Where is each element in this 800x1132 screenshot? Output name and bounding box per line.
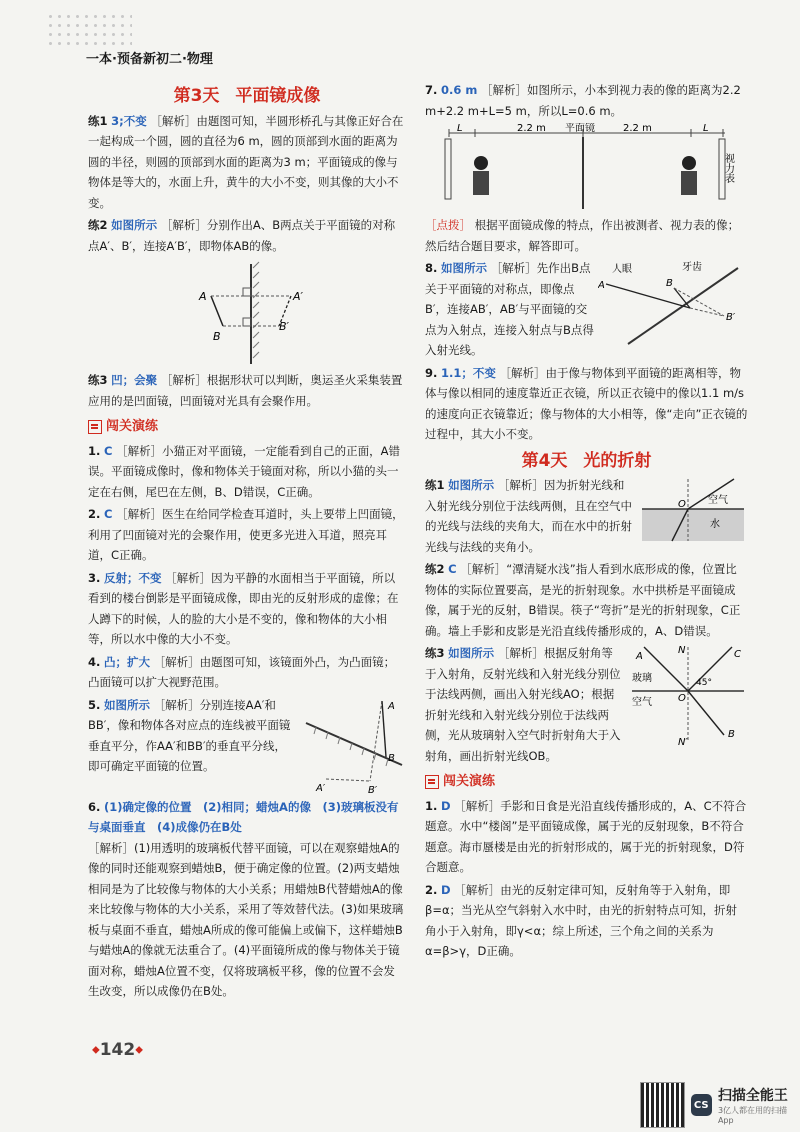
ex1-answer: 3;不变 — [111, 113, 147, 128]
q2-answer: C — [104, 507, 113, 521]
page-number: ◆142◆ — [92, 1040, 143, 1060]
ex2-label-B: B — [213, 330, 221, 343]
p1-number: 1. — [425, 798, 438, 813]
q7-label-d1: 2.2 m — [516, 123, 546, 134]
ex2-label: 练2 — [88, 218, 108, 232]
q7-label-mirror: 平面镜 — [564, 123, 595, 134]
q8-label-B: B — [666, 278, 673, 289]
q7-label-L2: L — [702, 123, 709, 134]
d4ex3-label-N2: N′ — [678, 737, 688, 747]
d4ex2-label: 练2 — [425, 562, 445, 576]
book-icon — [88, 420, 102, 434]
d4ex2-answer: C — [448, 562, 457, 576]
d4ex2-explanation: ［解析］“潭清疑水浅”指人看到水底形成的像，位置比物体的实际位置要高，是光的折射现象。水中拱桥是平面镜成像，属于光的反射，B错误。筷子“弯折”是光的折射现象，C正确。墙上手影和皮影是光沿直线传播形成的，A、D错误。 — [425, 562, 741, 638]
p2-block — [425, 880, 748, 962]
q8-label-eye: 人眼 — [612, 264, 632, 275]
scanner-app-name: 扫描全能王 — [717, 1088, 788, 1104]
d4ex3-label-C: C — [734, 649, 741, 660]
q7-eye-test-figure — [437, 123, 737, 213]
q4-explanation: ［解析］由题图可知，该镜面外凸，为凸面镜；凸面镜可以扩大视野范围。 — [88, 654, 396, 689]
q7-label-chart: 视力表 — [722, 153, 733, 183]
d4ex1-refraction-figure — [638, 475, 748, 545]
d4ex3-label-angle: 45° — [696, 678, 712, 688]
ex2-label-B2: B′ — [279, 320, 290, 333]
day4-title — [425, 451, 748, 472]
p2-number: 2. — [425, 882, 438, 897]
ex3-label: 练3 — [88, 373, 108, 387]
q8-mirror-figure — [598, 258, 748, 348]
q5-block — [88, 695, 406, 795]
q6-explanation: ［解析］(1)用透明的玻璃板代替平面镜，可以在观察蜡烛A的像的同时还能观察到蜡烛B，便于确定像的位置。(2)两支蜡烛相同是为了比较像与物体的大小关系；用蜡烛B代替蜡烛A的像来比较像与物体的大小关系，采用了等效替代法。(3)如果玻璃板与桌面不垂直，蜡烛A所成的像可能偏上或偏下，这样蜡烛B与蜡烛A的像就无法重合了。(4)平面镜所成的像与物体关于镜面对称，蜡烛A位置不变，仅将玻璃板平移，像的位置不会发生改变，所以成像仍在B处。 — [88, 840, 404, 998]
d4ex3-label-glass: 玻璃 — [632, 673, 652, 684]
q5-mirror-figure — [296, 695, 406, 795]
p1-block — [425, 796, 748, 878]
q3-explanation: ［解析］因为平静的水面相当于平面镜，所以看到的楼台倒影是平面镜成像，即由光的反射形成的虚像；在人蹲下的时候，人的脸的大小是不变的，像和物体的大小相等，所以水中像的大小不变。 — [88, 570, 399, 646]
q8-label-tooth: 牙齿 — [682, 262, 702, 273]
d4ex2-block — [425, 559, 748, 641]
book-icon — [425, 775, 439, 789]
ex3-answer: 凹；会聚 — [111, 373, 158, 387]
q4-block — [88, 652, 406, 693]
q7-number: 7. — [425, 83, 438, 97]
q8-explanation: ［解析］先作出B点关于平面镜的对称点，即像点B′，连接AB′，AB′与平面镜的交点为入射点，连接入射点与B点得入射光线。 — [425, 261, 594, 357]
q3-block — [88, 568, 406, 650]
q7-explanation: ［解析］如图所示，小本到视力表的像的距离为2.2 m+2.2 m+L=5 m，所以L=0.6 m。 — [425, 83, 741, 118]
p2-explanation: ［解析］由光的反射定律可知，反射角等于入射角，即β=α；当光从空气斜射入水中时，由光的折射特点可知，折射角小于入射角，即γ<α；综上所述，三个角之间的关系为α=β>γ，D正确。 — [425, 882, 738, 958]
ex2-label-A: A — [199, 290, 207, 303]
qr-code-icon — [640, 1082, 685, 1128]
q6-answer: (1)确定像的位置 (2)相同；蜡烛A的像 (3)玻璃板没有与桌面垂直 (4)成像仍在B处 — [88, 799, 399, 834]
d4ex3-label-O: O — [678, 693, 686, 704]
d4ex3-refraction-figure — [628, 643, 748, 747]
day3-number: 第3天 — [173, 86, 220, 106]
q4-number: 4. — [88, 654, 101, 669]
ex2-block — [88, 215, 406, 256]
q5-label-B2: B′ — [368, 784, 378, 795]
d4ex1-label-air: 空气 — [708, 495, 728, 506]
q1-explanation: ［解析］小猫正对平面镜，一定能看到自己的正面，A错误。平面镜成像时，像和物体关于镜面对称，所以小猫的头一定在右侧，尾巴在左侧，B、D错误，C正确。 — [88, 443, 401, 499]
q3-answer: 反射；不变 — [104, 570, 162, 585]
q7-block — [425, 80, 748, 121]
page-header: 一本·预备新初二·物理 — [86, 52, 213, 67]
ex1-block — [88, 111, 406, 214]
ex3-block — [88, 370, 406, 411]
q9-number: 9. — [425, 365, 438, 380]
q8-block — [425, 258, 748, 361]
q2-explanation: ［解析］医生在给同学检查耳道时，头上要带上凹面镜，利用了凹面镜对光的会聚作用，使更多光进入耳道，照亮耳道，C正确。 — [88, 507, 404, 562]
q9-explanation: ［解析］由于像与物体到平面镜的距离相等，物体与像以相同的速度靠近正衣镜，所以正衣镜中的像以1.1 m/s的速度向正衣镜靠近；像与物体的大小相等，像“走向”正衣镜的过程中，其大小不变。 — [425, 365, 748, 441]
q6-number: 6. — [88, 799, 101, 814]
q9-block — [425, 363, 748, 445]
q1-block — [88, 441, 406, 503]
d4ex1-explanation: ［解析］因为折射光线和入射光线分别位于法线两侧，且在空气中的光线与法线的夹角大，而在水中的折射光线与法线的夹角小。 — [425, 478, 632, 554]
d4ex1-label: 练1 — [425, 478, 445, 492]
scanner-text — [718, 1085, 800, 1125]
page-number-text: 142 — [99, 1040, 136, 1060]
scanner-app-sub: 3亿人都在用的扫描App — [717, 1106, 788, 1125]
q5-answer: 如图所示 — [104, 697, 151, 712]
q5-number: 5. — [88, 697, 101, 712]
d4ex3-label-air: 空气 — [632, 697, 652, 708]
p1-answer: D — [441, 798, 451, 813]
p2-answer: D — [441, 882, 451, 897]
q2-number: 2. — [88, 507, 101, 521]
day3-title — [88, 86, 406, 107]
d4ex3-label-N: N — [678, 645, 686, 656]
q1-answer: C — [104, 443, 113, 458]
q5-explanation: ［解析］分别连接AA′和BB′，像和物体各对应点的连线被平面镜垂直平分，作AA′和BB′的垂直平分线，即可确定平面镜的位置。 — [88, 697, 291, 773]
d4ex1-label-O: O — [678, 499, 686, 510]
q7-tip-block — [425, 215, 748, 256]
left-column — [88, 80, 406, 1004]
ex2-answer: 如图所示 — [111, 218, 158, 232]
scanner-watermark — [640, 1082, 800, 1128]
q8-label-A: A — [598, 280, 605, 291]
decorative-dots — [46, 12, 132, 46]
q7-label-L1: L — [456, 123, 463, 134]
q7-answer: 0.6 m — [441, 83, 478, 97]
day4-topic: 光的折射 — [583, 450, 652, 471]
q3-number: 3. — [88, 570, 101, 585]
right-column — [425, 80, 748, 964]
ex3-explanation: ［解析］根据形状可以判断，奥运圣火采集装置应用的是凹面镜，凹面镜对光具有会聚作用。 — [88, 373, 403, 408]
q6-block — [88, 797, 406, 1002]
q1-number: 1. — [88, 443, 101, 458]
ex2-explanation: ［解析］分别作出A、B两点关于平面镜的对称点A′、B′，连接A′B′，即物体AB的像。 — [88, 218, 396, 253]
ex2-label-A2: A′ — [293, 290, 304, 303]
q7-tip-tag: ［点拨］ — [425, 218, 471, 232]
cs-logo-icon: CS — [691, 1094, 712, 1116]
q8-number: 8. — [425, 261, 438, 275]
q7-label-d2: 2.2 m — [622, 123, 652, 134]
q5-label-B: B — [388, 752, 395, 764]
d4ex3-label-B: B — [728, 729, 735, 740]
q8-answer: 如图所示 — [441, 261, 488, 275]
d4ex3-label-A: A — [636, 651, 643, 662]
right-section-heading — [425, 772, 748, 793]
d4ex3-label: 练3 — [425, 646, 445, 660]
left-section-title: 闯关演练 — [106, 419, 159, 434]
d4ex1-block — [425, 475, 748, 557]
d4ex1-label-water: 水 — [710, 519, 720, 530]
q7-tip-text: 根据平面镜成像的特点，作出被测者、视力表的像；然后结合题目要求，解答即可。 — [425, 218, 740, 253]
d4ex3-block — [425, 643, 748, 766]
ex1-label: 练1 — [88, 113, 108, 128]
d4ex3-explanation: ［解析］根据反射角等于入射角，反射光线和入射光线分别位于法线两侧，画出入射光线AO；根据折射光线和入射光线分别位于法线两侧，光从玻璃射入空气时折射角大于入射角，画出折射光线OB。 — [425, 646, 621, 763]
right-section-title: 闯关演练 — [443, 774, 496, 789]
day4-number: 第4天 — [521, 450, 568, 471]
d4ex3-answer: 如图所示 — [448, 646, 495, 660]
ex1-explanation: ［解析］由题图可知，半圆形桥孔与其像正好合在一起构成一个圆，圆的直径为6 m，圆的顶部到水面的距离为圆的半径，则圆的顶部到水面的距离为3 m；平面镜成的像与物体是等大的，水面上升，黄牛的大小不变，则其像的大小不变。 — [88, 113, 404, 210]
ex2-mirror-figure — [167, 258, 327, 368]
day3-topic: 平面镜成像 — [235, 86, 321, 106]
q4-answer: 凸；扩大 — [104, 654, 151, 669]
left-section-heading — [88, 417, 406, 438]
p1-explanation: ［解析］手影和日食是光沿直线传播形成的，A、C不符合题意。水中“楼阁”是平面镜成像，属于光的反射现象，B不符合题意。海市蜃楼是由光的折射形成的，属于光的折射现象，D符合题意。 — [425, 798, 747, 874]
q9-answer: 1.1；不变 — [441, 365, 496, 380]
q5-label-A2: A′ — [316, 782, 326, 794]
q8-label-B2: B′ — [726, 312, 736, 323]
q5-label-A: A — [388, 700, 395, 712]
q2-block — [88, 504, 406, 566]
d4ex1-answer: 如图所示 — [448, 478, 495, 492]
